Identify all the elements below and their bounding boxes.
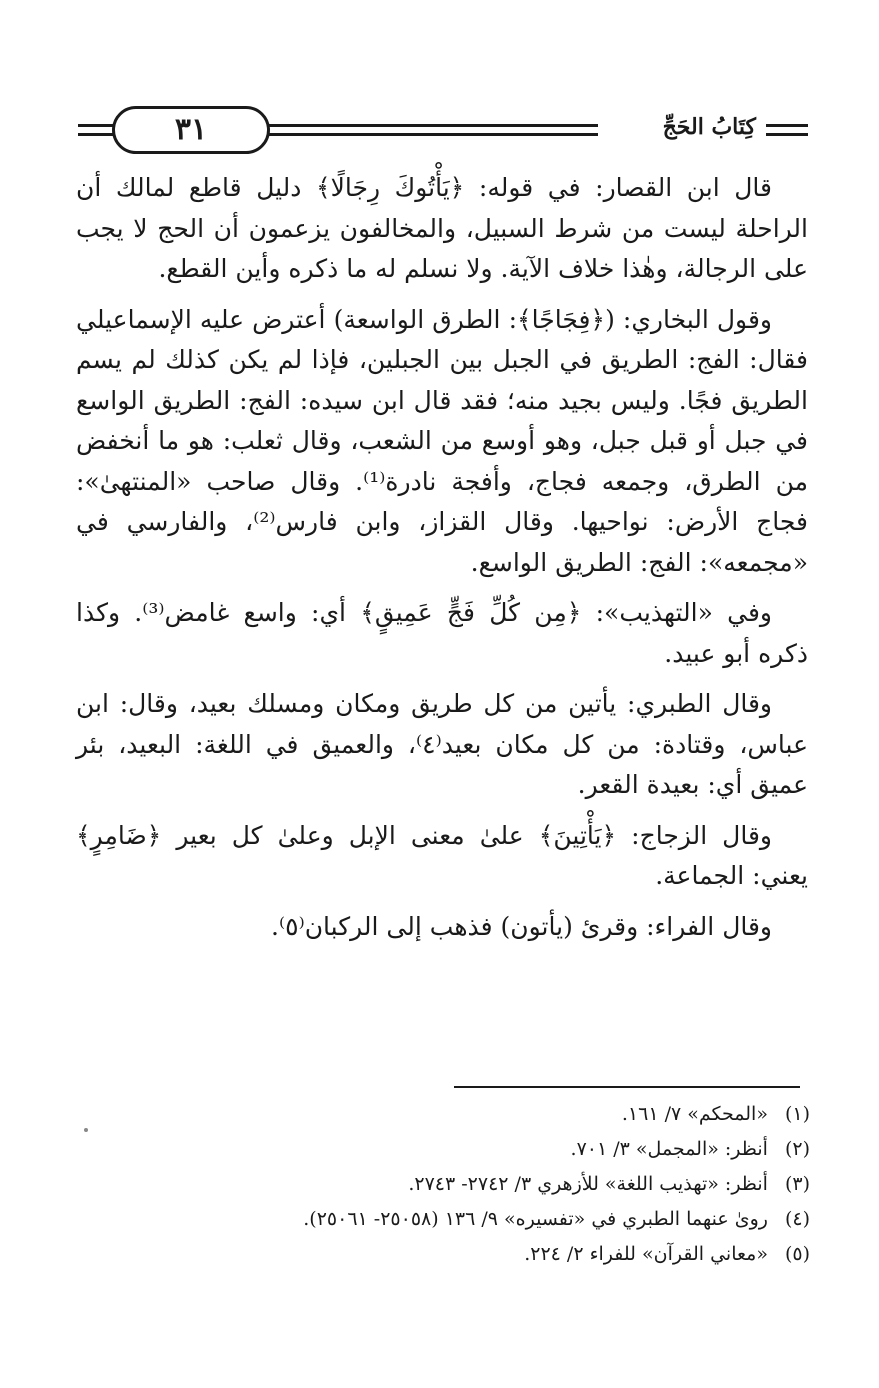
running-title: كِتَابُ الحَجِّ xyxy=(662,114,756,140)
paragraph: وقال الزجاج: ﴿يَأْتِينَ﴾ علىٰ معنى الإبل وعلىٰ كل بعير ﴿ضَامِرٍ﴾ يعني: الجماعة. xyxy=(76,820,808,890)
footnote-text: «المحكم» ٧/ ١٦١. xyxy=(621,1103,768,1125)
paragraph: وقال الفراء: وقرئ (يأتون) فذهب إلى الركبان⁽٥⁾. xyxy=(271,911,772,941)
footnote-number: (٣) xyxy=(784,1173,810,1195)
paragraph: وقول البخاري: (﴿فِجَاجًا﴾: الطرق الواسعة) أعترض عليه الإسماعيلي فقال: الفج: الطريق في الجبل بين الجبلين، فإذا لم يكن كذلك لم يسم الطريق فجًا. وليس بجيد منه؛ فقد قال ابن سيده: الفج: الطريق الواسع في جبل أو قبل جبل، وهو أوسع من الشعب، وقال ثعلب: هو ما أنخفض من الطرق، وجمعه فجاج، وأفجة نادرة⁽¹⁾. وقال صاحب «المنتهىٰ»: فجاج الأرض: نواحيها. وقال القزاز، وابن فارس⁽²⁾، والفارسي في «مجمعه»: الفج: الطريق الواسع. xyxy=(76,304,809,577)
footnote xyxy=(200,1237,810,1272)
footnote-number: (٤) xyxy=(784,1208,810,1230)
header-rule-right-top xyxy=(766,124,808,127)
page-header xyxy=(78,106,808,156)
header-rule-right-bottom xyxy=(766,133,808,136)
paragraph: وقال الطبري: يأتين من كل طريق ومكان ومسلك بعيد، وقال: ابن عباس، وقتادة: من كل مكان بعيد⁽٤⁾، والعميق في اللغة: البعيد، بئر عميق أي: بعيدة القعر. xyxy=(76,689,809,799)
footnotes xyxy=(200,1097,810,1272)
footnote-number: (٥) xyxy=(784,1243,810,1265)
header-rule-middle-top xyxy=(268,124,598,127)
footnote-separator xyxy=(454,1086,800,1088)
paragraph: وفي «التهذيب»: ﴿مِن كُلِّ فَجٍّ عَمِيقٍ﴾ أي: واسع غامض⁽³⁾. وكذا ذكره أبو عبيد. xyxy=(76,598,808,668)
footnote-text: «معاني القرآن» للفراء ٢/ ٢٢٤. xyxy=(524,1243,768,1265)
footnote xyxy=(200,1167,810,1202)
scan-speck xyxy=(84,1128,88,1132)
footnote xyxy=(200,1097,810,1132)
footnote-text: أنظر: «تهذيب اللغة» للأزهري ٣/ ٢٧٤٢- ٢٧٤٣. xyxy=(408,1173,768,1195)
main-text xyxy=(76,168,808,957)
footnote-text: أنظر: «المجمل» ٣/ ٧٠١. xyxy=(570,1138,768,1160)
footnote xyxy=(200,1132,810,1167)
page-number: ٣١ xyxy=(174,112,208,147)
page-number-badge xyxy=(112,106,270,154)
header-rule-middle-bottom xyxy=(268,133,598,136)
footnote-text: روىٰ عنهما الطبري في «تفسيره» ٩/ ١٣٦ (٢٥٠٥٨- ٢٥٠٦١). xyxy=(303,1208,768,1230)
footnote-number: (١) xyxy=(784,1103,810,1125)
footnote xyxy=(200,1202,810,1237)
paragraph: قال ابن القصار: في قوله: ﴿يَأْتُوكَ رِجَالًا﴾ دليل قاطع لمالك أن الراحلة ليست من شرط السبيل، والمخالفون يزعمون أن الحج لا يجب على الرجالة، وهٰذا خلاف الآية. ولا نسلم له ما ذكره وأين القطع. xyxy=(76,173,808,283)
footnote-number: (٢) xyxy=(784,1138,810,1160)
